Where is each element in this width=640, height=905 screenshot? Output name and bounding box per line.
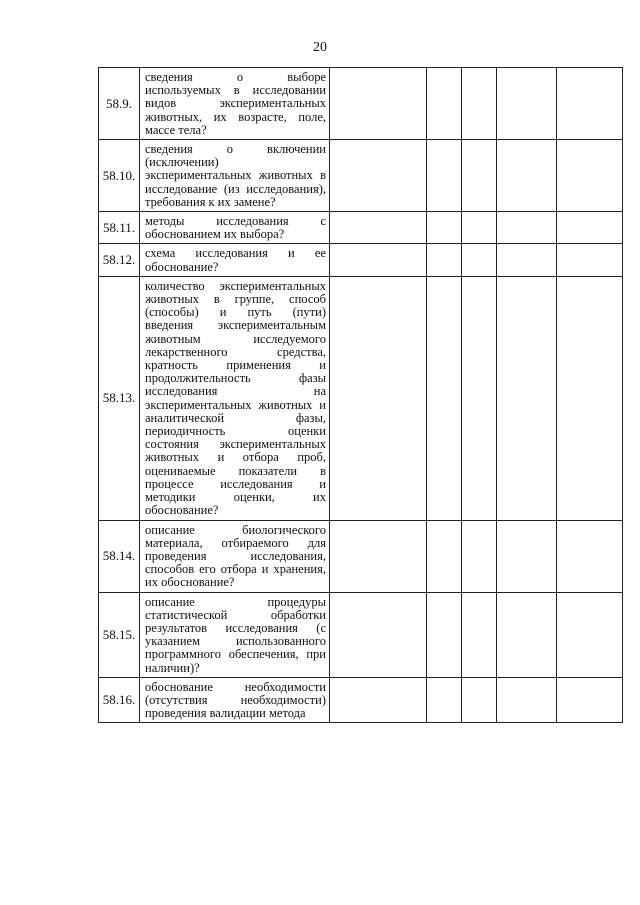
answer-cell-2[interactable] (427, 677, 462, 723)
item-question (140, 520, 330, 592)
item-question (140, 68, 330, 140)
answer-cell-4[interactable] (497, 520, 557, 592)
table-row (99, 212, 623, 244)
question-line: способов его отбора и хранения, (145, 562, 326, 577)
question-line: (отсутствия необходимости) (145, 692, 326, 707)
question-line: материала, отбираемого для (145, 535, 326, 550)
item-number: 58.12. (99, 244, 140, 276)
answer-cell-5[interactable] (557, 520, 623, 592)
answer-cell-4[interactable] (497, 68, 557, 140)
question-line: статистической обработки (145, 607, 326, 622)
question-line: оцениваемые показатели в (145, 463, 326, 478)
item-number: 58.14. (99, 520, 140, 592)
table-row (99, 592, 623, 677)
answer-cell-3[interactable] (462, 677, 497, 723)
table-row (99, 140, 623, 212)
question-line: описание процедуры (145, 594, 326, 609)
answer-cell-4[interactable] (497, 212, 557, 244)
table-row (99, 520, 623, 592)
answer-cell-4[interactable] (497, 592, 557, 677)
answer-cell-3[interactable] (462, 212, 497, 244)
question-line: сведения о выборе (145, 70, 326, 84)
answer-cell-3[interactable] (462, 140, 497, 212)
question-line: животным исследуемого (145, 331, 326, 346)
question-line: проведения валидации метода (145, 706, 306, 721)
question-line: методы исследования с (145, 214, 326, 229)
question-line: животных в группе, способ (145, 292, 326, 307)
question-line: кратность применения и (145, 358, 326, 373)
question-line: экспериментальных животных в (145, 168, 326, 183)
question-line: обоснование? (145, 503, 219, 518)
answer-cell-2[interactable] (427, 68, 462, 140)
answer-cell-1[interactable] (330, 212, 427, 244)
question-line: видов экспериментальных (145, 96, 326, 111)
item-question (140, 212, 330, 244)
item-question (140, 140, 330, 212)
answer-cell-3[interactable] (462, 592, 497, 677)
question-line: процессе исследования и (145, 476, 326, 491)
answer-cell-4[interactable] (497, 140, 557, 212)
answer-cell-5[interactable] (557, 244, 623, 276)
item-number: 58.15. (99, 592, 140, 677)
answer-cell-1[interactable] (330, 140, 427, 212)
table-row (99, 244, 623, 276)
question-line: исследования на (145, 384, 326, 399)
answer-cell-5[interactable] (557, 140, 623, 212)
question-line: результатов исследования (с (145, 620, 326, 635)
question-line: описание биологического (145, 522, 326, 537)
answer-cell-1[interactable] (330, 520, 427, 592)
question-line: животных и отбора проб, (145, 450, 326, 465)
answer-cell-5[interactable] (557, 212, 623, 244)
item-number: 58.11. (99, 212, 140, 244)
answer-cell-2[interactable] (427, 244, 462, 276)
question-line: состояния экспериментальных (145, 437, 326, 452)
answer-cell-3[interactable] (462, 244, 497, 276)
answer-cell-3[interactable] (462, 68, 497, 140)
question-line: методики оценки, их (145, 490, 326, 505)
question-line: лекарственного средства, (145, 344, 326, 359)
answer-cell-3[interactable] (462, 520, 497, 592)
question-line: периодичность оценки (145, 424, 326, 439)
question-line: указанием использованного (145, 634, 326, 649)
question-line: наличии)? (145, 660, 200, 675)
checklist-table-body (99, 68, 623, 723)
table-row (99, 276, 623, 520)
question-line: требования к их замене? (145, 194, 276, 209)
question-line: количество экспериментальных (145, 278, 326, 293)
answer-cell-5[interactable] (557, 68, 623, 140)
answer-cell-5[interactable] (557, 592, 623, 677)
question-line: массе тела? (145, 122, 207, 137)
question-line: исследование (из исследования), (145, 181, 326, 196)
item-question (140, 276, 330, 520)
question-line: (исключении) (145, 155, 219, 170)
question-line: введения экспериментальным (145, 318, 326, 333)
answer-cell-4[interactable] (497, 276, 557, 520)
answer-cell-5[interactable] (557, 677, 623, 723)
answer-cell-1[interactable] (330, 244, 427, 276)
question-line: обоснование необходимости (145, 679, 326, 694)
table-row (99, 68, 623, 140)
page-number: 20 (313, 40, 327, 55)
answer-cell-1[interactable] (330, 677, 427, 723)
answer-cell-4[interactable] (497, 244, 557, 276)
item-question (140, 592, 330, 677)
answer-cell-1[interactable] (330, 68, 427, 140)
item-number: 58.9. (99, 68, 140, 140)
answer-cell-3[interactable] (462, 276, 497, 520)
question-line: аналитической фазы, (145, 410, 326, 425)
question-line: обоснование? (145, 259, 219, 274)
question-line: экспериментальных животных и (145, 397, 326, 412)
answer-cell-5[interactable] (557, 276, 623, 520)
answer-cell-2[interactable] (427, 520, 462, 592)
question-line: сведения о включении (145, 142, 326, 157)
question-line: животных, их возрасте, поле, (145, 109, 326, 124)
answer-cell-1[interactable] (330, 592, 427, 677)
answer-cell-2[interactable] (427, 276, 462, 520)
question-line: их обоснование? (145, 575, 235, 590)
question-line: (способы) и путь (пути) (145, 305, 326, 320)
answer-cell-2[interactable] (427, 212, 462, 244)
answer-cell-1[interactable] (330, 276, 427, 520)
question-line: используемых в исследовании (145, 83, 326, 98)
question-line: обоснованием их выбора? (145, 227, 285, 242)
answer-cell-2[interactable] (427, 592, 462, 677)
item-question (140, 244, 330, 276)
answer-cell-2[interactable] (427, 140, 462, 212)
item-number: 58.10. (99, 140, 140, 212)
question-line: продолжительность фазы (145, 371, 326, 386)
question-line: программного обеспечения, при (145, 647, 326, 662)
question-line: схема исследования и ее (145, 246, 326, 261)
item-number: 58.13. (99, 276, 140, 520)
table-row (99, 677, 623, 723)
answer-cell-4[interactable] (497, 677, 557, 723)
item-question (140, 677, 330, 723)
checklist-table (98, 67, 623, 723)
item-number: 58.16. (99, 677, 140, 723)
question-line: проведения исследования, (145, 548, 326, 563)
